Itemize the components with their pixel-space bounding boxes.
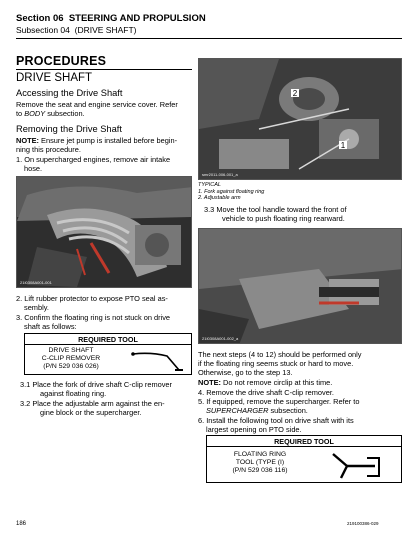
step-3-line-2: shaft as follows: bbox=[24, 322, 77, 331]
document-reference: 219100386-029 bbox=[347, 521, 379, 526]
caption-title: TYPICAL bbox=[198, 182, 221, 188]
note-line-1: NOTE: Ensure jet pump is installed before begin- bbox=[16, 136, 178, 145]
step-1-line-1: 1. On supercharged engines, remove air intake bbox=[16, 155, 171, 164]
caption-item-1: 1. Fork against floating ring bbox=[198, 188, 265, 195]
step-3-1-line-1: 3.1 Place the fork of drive shaft C-clip remover bbox=[20, 380, 172, 389]
floating-ring-photo bbox=[198, 228, 402, 344]
right-note: NOTE: Do not remove circlip at this time. bbox=[198, 378, 333, 387]
drive-shaft-heading: DRIVE SHAFT bbox=[16, 72, 93, 84]
step-2-line-1: 2. Lift rubber protector to expose PTO seal as- bbox=[16, 294, 168, 303]
procedures-rule bbox=[16, 69, 192, 70]
next-steps-line-1: The next steps (4 to 12) should be performed only bbox=[198, 350, 362, 359]
required-tool-box-2 bbox=[206, 435, 402, 483]
note-line-2: ning this procedure. bbox=[16, 145, 81, 154]
next-steps-line-2: if the floating ring seems stuck or hard to move. bbox=[198, 359, 354, 368]
tool-name-2: FLOATING RING TOOL (TYPE (I) (P/N 529 036 116) bbox=[232, 451, 288, 474]
step-4: 4. Remove the drive shaft C-clip remover. bbox=[198, 388, 334, 397]
callout-1-label: 1 bbox=[340, 141, 346, 150]
section-header bbox=[16, 13, 206, 24]
photo-code-3: 21I0308A001-002_a bbox=[202, 336, 239, 341]
step-5-line-1: 5. If equipped, remove the supercharger. Refer to bbox=[198, 397, 360, 406]
tool-name-1: DRIVE SHAFT C-CLIP REMOVER (P/N 529 036 026) bbox=[41, 347, 101, 370]
subsection-header bbox=[16, 25, 136, 35]
step-6-line-1: 6. Install the following tool on drive shaft with its bbox=[198, 416, 354, 425]
right-note-label: NOTE: bbox=[198, 378, 221, 387]
floating-ring-illustration bbox=[199, 229, 402, 344]
required-tool-heading-1: REQUIRED TOOL bbox=[25, 334, 191, 345]
supercharger-reference: SUPERCHARGER bbox=[206, 406, 269, 415]
engine-illustration bbox=[17, 177, 192, 288]
subsection-number: Subsection 04 bbox=[16, 25, 70, 35]
step-6-line-2: largest opening on PTO side. bbox=[206, 425, 302, 434]
required-tool-box-1 bbox=[24, 333, 192, 375]
step-3-2-line-1: 3.2 Place the adjustable arm against the en- bbox=[20, 399, 165, 408]
step-3-3-line-1: 3.3 Move the tool handle toward the front of bbox=[204, 205, 347, 214]
photo-code-2: smr2011-006-001_a bbox=[202, 172, 238, 177]
caption-item-2: 2. Adjustable arm bbox=[198, 195, 241, 201]
photo-caption bbox=[198, 182, 264, 202]
removing-heading: Removing the Drive Shaft bbox=[16, 124, 122, 134]
photo-code-1: 21I0308A001-001 bbox=[20, 280, 52, 285]
step-3-3-line-2: vehicle to push floating ring rearward. bbox=[222, 214, 345, 223]
accessing-heading: Accessing the Drive Shaft bbox=[16, 88, 123, 98]
callout-2-label: 2 bbox=[292, 89, 298, 98]
section-number: Section 06 bbox=[16, 13, 64, 24]
header-rule bbox=[16, 38, 402, 39]
section-title: STEERING AND PROPULSION bbox=[68, 13, 206, 24]
air-intake-photo bbox=[16, 176, 192, 288]
step-2-line-2: sembly. bbox=[24, 303, 49, 312]
step-1-line-2: hose. bbox=[24, 164, 43, 173]
note-label: NOTE: bbox=[16, 136, 39, 145]
step-3-line-1: 3. Confirm the floating ring is not stuck on drive bbox=[16, 313, 171, 322]
step-5-line-2: SUPERCHARGER subsection. bbox=[206, 406, 308, 415]
access-text-line-2: to BODY subsection. bbox=[16, 109, 85, 118]
step-3-2-line-2: gine block or the supercharger. bbox=[40, 408, 142, 417]
tool-installed-illustration bbox=[199, 59, 402, 180]
procedures-heading: PROCEDURES bbox=[16, 54, 107, 68]
subsection-title: (DRIVE SHAFT) bbox=[74, 25, 137, 35]
next-steps-line-3: Otherwise, go to the step 13. bbox=[198, 368, 293, 377]
page-number: 186 bbox=[16, 521, 27, 527]
body-reference: BODY bbox=[24, 109, 46, 118]
c-clip-remover-icon bbox=[129, 348, 189, 374]
required-tool-heading-2: REQUIRED TOOL bbox=[207, 436, 401, 447]
tool-installed-photo bbox=[198, 58, 402, 180]
access-text-line-1: Remove the seat and engine service cover. Refer bbox=[16, 100, 178, 109]
floating-ring-tool-icon bbox=[327, 450, 387, 482]
step-3-1-line-2: against floating ring. bbox=[40, 389, 107, 398]
